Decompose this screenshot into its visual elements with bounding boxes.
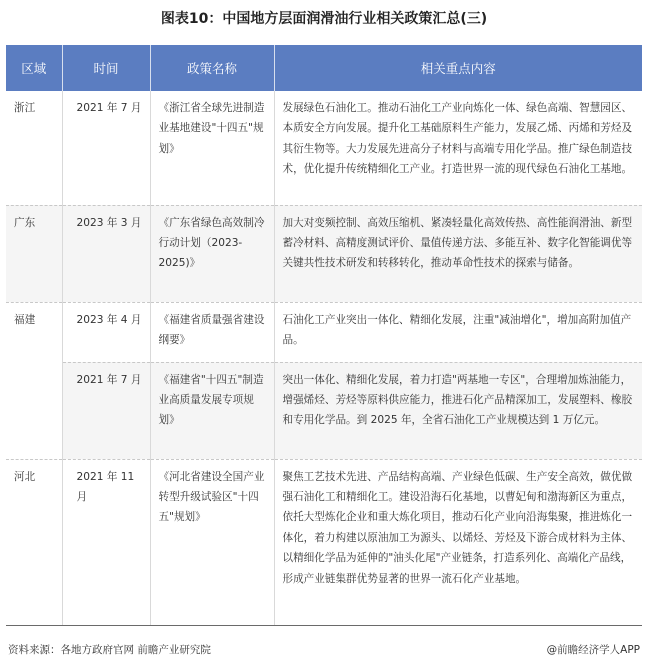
time-cell: 2021 年 7 月 bbox=[62, 91, 150, 205]
content-cell: 加大对变频控制、高效压缩机、紧凑轻量化高效传热、高性能润滑油、新型蓄冷材料、高精度测试评价、量值传递方法、多能互补、数字化智能调优等关键共性技术研发和转移转化，推动革命性技术的探索与储备。 bbox=[274, 205, 642, 302]
brand-label: @前瞻经济学人APP bbox=[546, 644, 640, 656]
region-cell: 广东 bbox=[6, 205, 62, 302]
region-cell: 福建 bbox=[6, 302, 62, 459]
table-header-row bbox=[6, 45, 642, 91]
column-header-policy: 政策名称 bbox=[150, 45, 274, 91]
column-header-time: 时间 bbox=[62, 45, 150, 91]
table-row bbox=[6, 362, 642, 459]
region-cell: 河北 bbox=[6, 459, 62, 625]
policy-cell: 《浙江省全球先进制造业基地建设"十四五"规划》 bbox=[150, 91, 274, 205]
table-row bbox=[6, 459, 642, 625]
content-cell: 突出一体化、精细化发展，着力打造"两基地一专区"，合理增加炼油能力，增强烯烃、芳烃等原料供应能力，推进石化产品精深加工，发展塑料、橡胶和专用化学品。到 2025 年，全省石油化工产业规模达到 1 万亿元。 bbox=[274, 362, 642, 459]
content-cell: 发展绿色石油化工。推动石油化工产业向炼化一体、绿色高端、智慧园区、本质安全方向发展。提升化工基础原料生产能力，发展乙烯、丙烯和芳烃及其衍生物等。大力发展先进高分子材料与高端专用化学品。推广绿色制造技术，优化提升传统精细化工产业。打造世界一流的现代绿色石油化工基地。 bbox=[282, 102, 633, 176]
policy-cell: 《河北省建设全国产业转型升级试验区"十四五"规划》 bbox=[150, 459, 274, 625]
policy-cell: 《广东省绿色高效制冷行动计划（2023-2025)》 bbox=[150, 205, 274, 302]
policy-cell: 《福建省质量强省建设纲要》 bbox=[150, 302, 274, 362]
time-cell: 2023 年 3 月 bbox=[62, 205, 150, 302]
region-cell: 浙江 bbox=[6, 91, 62, 205]
time-cell: 2021 年 11 月 bbox=[62, 459, 150, 625]
table-row bbox=[6, 91, 642, 205]
column-header-content: 相关重点内容 bbox=[274, 45, 642, 91]
source-note: 资料来源：各地方政府官网 前瞻产业研究院 bbox=[8, 644, 211, 656]
policy-cell: 《福建省"十四五"制造业高质量发展专项规划》 bbox=[150, 362, 274, 459]
table-row bbox=[6, 302, 642, 362]
column-header-region: 区域 bbox=[6, 45, 62, 91]
time-cell: 2021 年 7 月 bbox=[62, 362, 150, 459]
table-row bbox=[6, 205, 642, 302]
time-cell: 2023 年 4 月 bbox=[62, 302, 150, 362]
content-cell: 石油化工产业突出一体化、精细化发展，注重"减油增化"，增加高附加值产品。 bbox=[274, 302, 642, 362]
content-cell: 聚焦工艺技术先进、产品结构高端、产业绿色低碳、生产安全高效，做优做强石油化工和精细化工。建设沿海石化基地，以曹妃甸和渤海新区为重点，依托大型炼化企业和重大炼化项目，推动石化产业向沿海集聚，推进炼化一体化，着力构建以原油加工为源头、以烯烃、芳烃及下游合成材料为主体、以精细化学品为延伸的"油头化尾"产业链条，打造系列化、高端化产品线，形成产业链集群优势显著的世界一流石化产业基地。 bbox=[274, 459, 642, 625]
page-title: 图表10：中国地方层面润滑油行业相关政策汇总(三) bbox=[160, 11, 488, 27]
policy-table bbox=[6, 45, 642, 626]
